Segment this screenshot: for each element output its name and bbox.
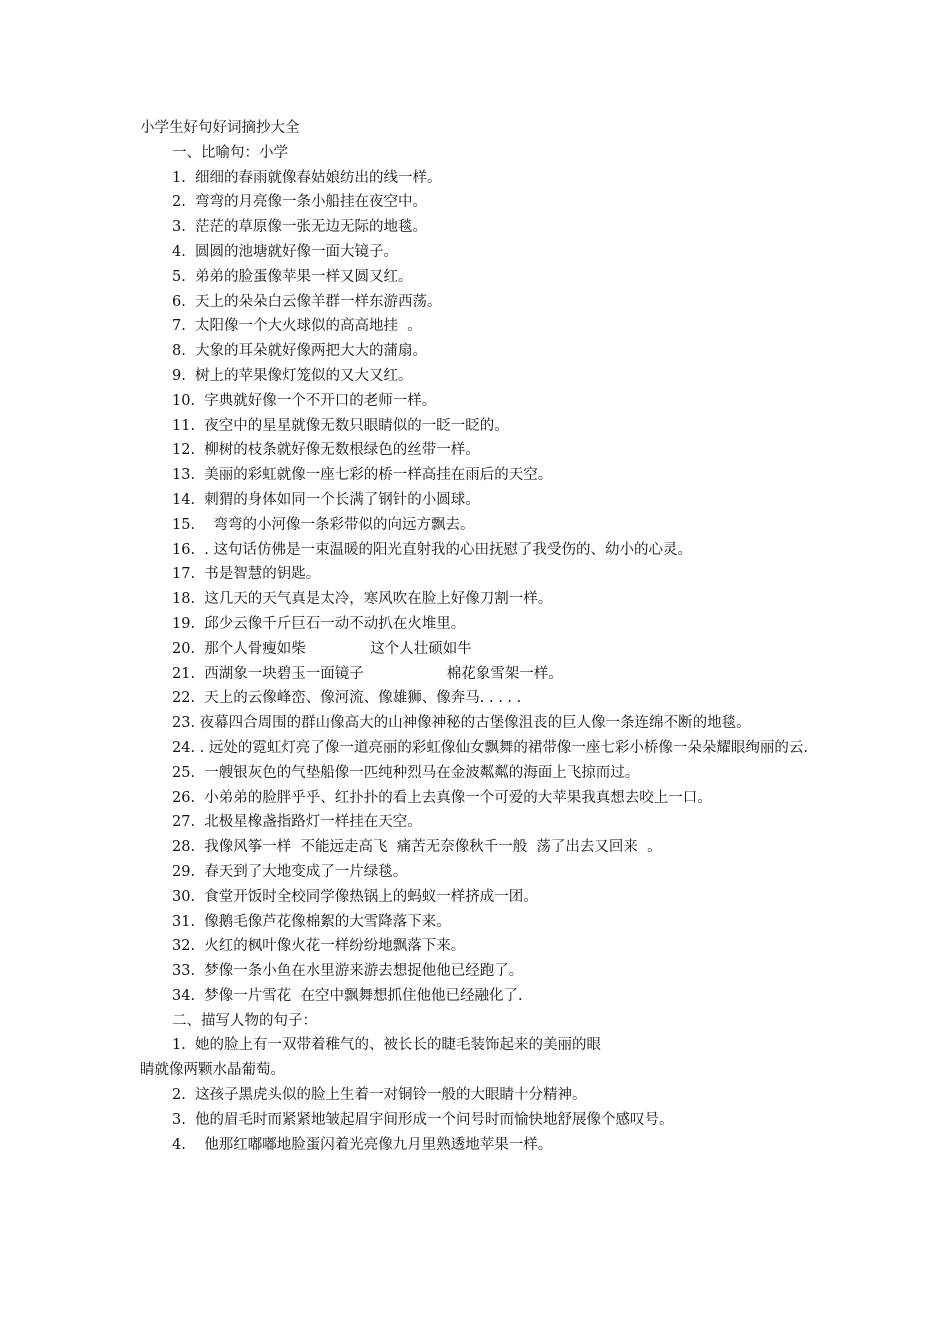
list-item: 10. 字典就好像一个不开口的老师一样。 <box>172 392 437 409</box>
list-item: 2. 这孩子黑虎头似的脸上生着一对铜铃一般的大眼睛十分精神。 <box>172 1087 587 1104</box>
list-item: 28. 我像风筝一样 不能远走高飞 痛苦无奈像秋千一般 荡了出去又回来 。 <box>172 839 662 856</box>
list-item: 4. 圆圆的池塘就好像一面大镜子。 <box>172 243 399 260</box>
list-item: 19. 邱少云像千斤巨石一动不动扒在火堆里。 <box>172 615 466 632</box>
list-item-wrapped: 23. 夜幕四合周围的群山像高大的山神像神秘的古堡像沮丧的巨人像一条连绵不断的地毯。 <box>172 715 751 732</box>
list-item: 2. 弯弯的月亮像一条小船挂在夜空中。 <box>172 194 428 211</box>
document-title: 小学生好句好词摘抄大全 <box>140 120 300 136</box>
list-item: 32. 火红的枫叶像火花一样纷纷地飘落下来。 <box>172 938 466 955</box>
list-item: 17. 书是智慧的钥匙。 <box>172 566 321 583</box>
document-body <box>140 116 820 1157</box>
section-heading-people: 二、描写人物的句子： <box>172 1012 317 1029</box>
list-item: 4. 他那红嘟嘟地脸蛋闪着光亮像九月里熟透地苹果一样。 <box>172 1136 553 1153</box>
list-item: 15. 弯弯的小河像一条彩带似的向远方飘去。 <box>172 516 475 533</box>
list-item: 6. 天上的朵朵白云像羊群一样东游西荡。 <box>172 293 442 310</box>
list-item: 16. . 这句话仿佛是一束温暖的阳光直射我的心田抚慰了我受伤的、幼小的心灵。 <box>172 541 692 558</box>
list-item: 27. 北极星橡盏指路灯一样挂在天空。 <box>172 814 422 831</box>
list-item: 3. 茫茫的草原像一张无边无际的地毯。 <box>172 219 428 236</box>
list-item: 9. 树上的苹果像灯笼似的又大又红。 <box>172 367 413 384</box>
list-item: 1. 她的脸上有一双带着稚气的、被长长的睫毛装饰起来的美丽的眼 <box>172 1037 602 1054</box>
list-item: 25. 一艘银灰色的气垫船像一匹纯种烈马在金波粼粼的海面上飞掠而过。 <box>172 764 640 781</box>
list-item: 33. 梦像一条小鱼在水里游来游去想捉他他已经跑了。 <box>172 963 524 980</box>
list-item-wrapped: 24. . 远处的霓虹灯亮了像一道亮丽的彩虹像仙女飘舞的裙带像一座七彩小桥像一朵朵耀眼绚丽的云. <box>172 739 808 756</box>
list-item: 13. 美丽的彩虹就像一座七彩的桥一样高挂在雨后的天空。 <box>172 467 553 484</box>
list-item: 18. 这几天的天气真是太冷，寒风吹在脸上好像刀割一样。 <box>172 591 553 608</box>
list-item: 22. 天上的云像峰峦、像河流、像雄狮、像奔马. . . . . <box>172 690 522 707</box>
list-item: 31. 像鹅毛像芦花像棉絮的大雪降落下来。 <box>172 913 451 930</box>
list-item: 14. 刺猬的身体如同一个长满了钢针的小圆球。 <box>172 491 480 508</box>
list-item: 11. 夜空中的星星就像无数只眼睛似的一眨一眨的。 <box>172 417 509 434</box>
list-item: 29. 春天到了大地变成了一片绿毯。 <box>172 863 408 880</box>
list-item: 21. 西湖象一块碧玉一面镜子 棉花象雪架一样。 <box>172 665 563 682</box>
list-item: 1. 细细的春雨就像春姑娘纺出的线一样。 <box>172 169 442 186</box>
list-item: 5. 弟弟的脸蛋像苹果一样又圆又红。 <box>172 268 413 285</box>
list-item: 20. 那个人骨瘦如柴 这个人壮硕如牛 <box>172 640 472 657</box>
list-item: 8. 大象的耳朵就好像两把大大的蒲扇。 <box>172 343 428 360</box>
list-item: 26. 小弟弟的脸胖乎乎、红扑扑的看上去真像一个可爱的大苹果我真想去咬上一口。 <box>172 789 712 806</box>
section-heading-metaphor: 一、比喻句：小学 <box>172 144 288 161</box>
list-item: 3. 他的眉毛时而紧紧地皱起眉宇间形成一个问号时而愉快地舒展像个感叹号。 <box>172 1111 674 1128</box>
list-item: 7. 太阳像一个大火球似的高高地挂 。 <box>172 318 422 335</box>
list-item-continuation: 睛就像两颗水晶葡萄。 <box>140 1062 285 1079</box>
list-item: 30. 食堂开饭时全校同学像热锅上的蚂蚁一样挤成一团。 <box>172 888 538 905</box>
list-item: 34. 梦像一片雪花 在空中飘舞想抓住他他已经融化了. <box>172 987 523 1004</box>
list-item: 12. 柳树的枝条就好像无数根绿色的丝带一样。 <box>172 442 480 459</box>
